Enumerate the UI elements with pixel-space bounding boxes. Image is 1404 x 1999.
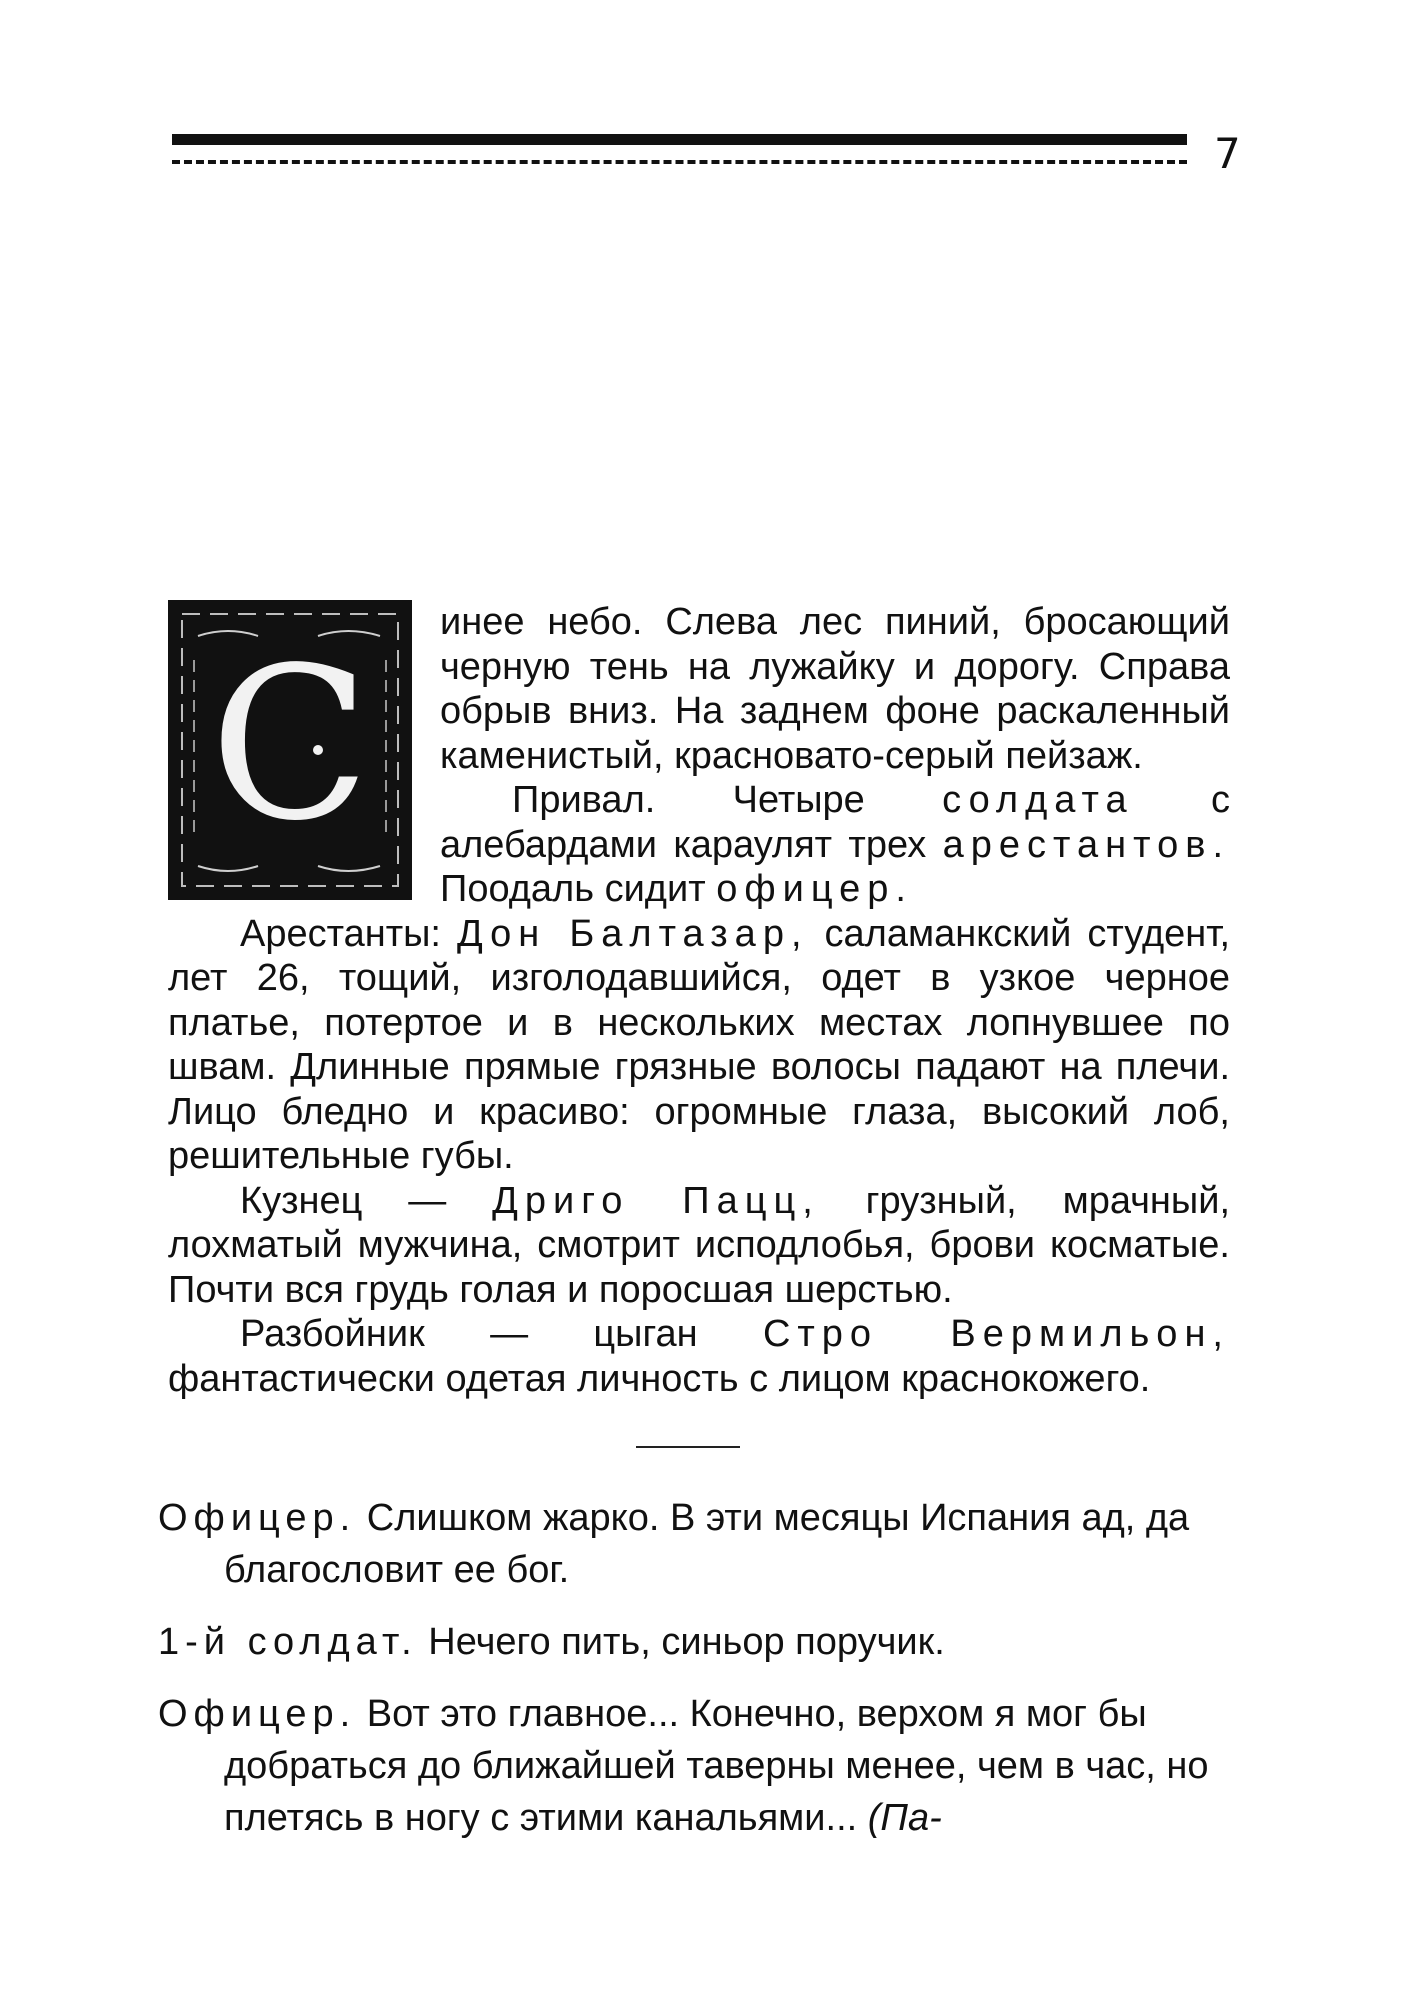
- page-number: 7: [1214, 129, 1241, 178]
- dropcap-ornament: [168, 600, 412, 900]
- halt-officer: офицер.: [716, 868, 913, 910]
- balthazar-text-a: Арестанты:: [240, 912, 441, 955]
- header-rule-thin: [172, 160, 1187, 164]
- paragraph-stro: [168, 1312, 1230, 1401]
- header-rule-thick: [172, 134, 1187, 145]
- page-header: [172, 130, 1252, 180]
- dialogue-line: [158, 1688, 1230, 1844]
- speaker-name: Офицер.: [158, 1693, 357, 1735]
- balthazar-text-b: саламанкский студент, лет 26, тощий, изголодавшийся, одет в узкое черное платье, потертое и в нескольких местах лопнувшее по швам. Длинные прямые грязные волосы падают на плечи. Лицо бледно и красиво: огромные глаза, высокий лоб, решительные губы.: [168, 912, 1231, 1177]
- balthazar-name: Дон Балтазар,: [457, 912, 809, 955]
- stage-direction: [168, 600, 1230, 1401]
- dialogue-line: [158, 1492, 1230, 1596]
- line-text: Вот это главное... Конечно, верхом я мог бы добраться до ближайшей таверны менее, чем в час, но плетясь в ногу с этими канальями...: [224, 1693, 1209, 1839]
- line-text: Нечего пить, синьор поручик.: [428, 1621, 945, 1663]
- speaker-name: Офицер.: [158, 1497, 357, 1539]
- stro-text-a: Разбойник — цыган: [240, 1313, 698, 1355]
- drigo-text-a: Кузнец —: [240, 1179, 447, 1222]
- dropcap-letter: С: [209, 622, 371, 867]
- halt-text-c: Поодаль сидит: [440, 868, 706, 910]
- stro-text-b: фантастически одетая личность с лицом краснокожего.: [168, 1357, 1151, 1400]
- stro-name: Стро Вермильон,: [762, 1313, 1230, 1355]
- line-text: Слишком жарко. В эти месяцы Испания ад, да благословит ее бог.: [224, 1497, 1190, 1591]
- drigo-text-b: грузный, мрачный, лохматый мужчина, смотрит исподлобья, брови косматые. Почти вся грудь голая и поросшая шерстью.: [168, 1179, 1231, 1311]
- halt-text-b: с алебардами караулят трех: [440, 779, 1230, 866]
- setting-text: инее небо. Слева лес пиний, бросающий черную тень на лужайку и дорогу. Справа обрыв вниз. На заднем фоне раскаленный каменистый, красновато-серый пейзаж.: [440, 601, 1230, 777]
- halt-text-a: Привал. Четыре: [512, 779, 865, 821]
- drigo-name: Дриго Пацц,: [492, 1179, 820, 1222]
- paragraph-balthazar: [168, 912, 1230, 1179]
- stage-remark: (Па-: [867, 1797, 942, 1839]
- halt-soldiers: солдата: [942, 779, 1134, 821]
- dialogue-line: [158, 1616, 1230, 1668]
- section-divider: [636, 1446, 740, 1448]
- speaker-name: 1-й солдат.: [158, 1621, 418, 1663]
- halt-prisoners: арестантов.: [942, 823, 1231, 866]
- dialogue: [158, 1492, 1230, 1864]
- paragraph-drigo: [168, 1179, 1230, 1313]
